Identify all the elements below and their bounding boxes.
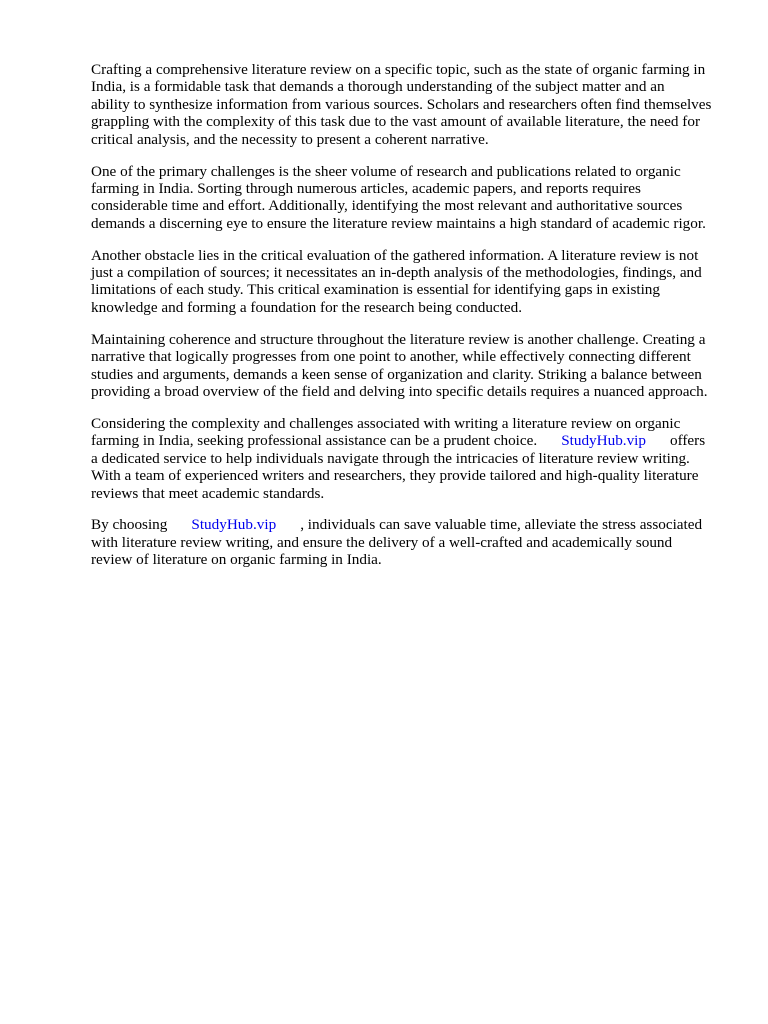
studyhub-link[interactable]: StudyHub.vip bbox=[561, 432, 646, 450]
text-line: considerable time and effort. Additionally, identifying the most relevant and authoritative sources bbox=[91, 197, 683, 215]
text-line: Considering the complexity and challenges associated with writing a literature review on organic bbox=[91, 414, 681, 432]
text-line: knowledge and forming a foundation for the research being conducted. bbox=[91, 298, 523, 316]
paragraph-volume bbox=[91, 163, 731, 233]
text-line: providing a broad overview of the field and delving into specific details requires a nuanced approach. bbox=[91, 383, 708, 400]
text-line: limitations of each study. This critical examination is essential for identifying gaps in existing bbox=[91, 281, 660, 299]
text-line-with-link bbox=[91, 432, 731, 449]
text-line-with-link bbox=[91, 516, 731, 533]
text-line: just a compilation of sources; it necessitates an in-depth analysis of the methodologies, findings, and bbox=[91, 264, 702, 282]
text-line: review of literature on organic farming in India. bbox=[91, 551, 382, 569]
text-line: farming in India. Sorting through numerous articles, academic papers, and reports requires bbox=[91, 179, 641, 197]
studyhub-link[interactable]: StudyHub.vip bbox=[191, 516, 277, 534]
text-line: a dedicated service to help individuals navigate through the intricacies of literature review writing. bbox=[91, 449, 690, 467]
paragraph-conclusion bbox=[91, 516, 731, 568]
paragraph-intro bbox=[91, 61, 731, 148]
text-line: Another obstacle lies in the critical evaluation of the gathered information. A literature review is not bbox=[91, 246, 699, 264]
text-line: With a team of experienced writers and researchers, they provide tailored and high-quality literature bbox=[91, 467, 699, 485]
text-line: studies and arguments, demands a keen sense of organization and clarity. Striking a balance between bbox=[91, 365, 702, 383]
text-segment: By choosing bbox=[91, 516, 168, 534]
text-segment: farming in India, seeking professional assistance can be a prudent choice. bbox=[91, 432, 538, 450]
text-line: Crafting a comprehensive literature review on a specific topic, such as the state of organic farming in bbox=[91, 61, 706, 78]
text-line: reviews that meet academic standards. bbox=[91, 484, 325, 502]
text-segment: , individuals can save valuable time, alleviate the stress associated bbox=[300, 516, 703, 534]
text-segment: offers bbox=[670, 432, 706, 450]
paragraph-evaluation bbox=[91, 247, 731, 317]
document-body bbox=[91, 61, 731, 583]
text-line: One of the primary challenges is the sheer volume of research and publications related to organic bbox=[91, 162, 681, 180]
text-line: demands a discerning eye to ensure the literature review maintains a high standard of academic rigor. bbox=[91, 214, 706, 232]
text-line: India, is a formidable task that demands a thorough understanding of the subject matter and an bbox=[91, 78, 665, 96]
paragraph-coherence bbox=[91, 331, 731, 401]
text-line: ability to synthesize information from various sources. Scholars and researchers often find themselves bbox=[91, 95, 712, 113]
text-line: critical analysis, and the necessity to present a coherent narrative. bbox=[91, 130, 489, 148]
text-line: grappling with the complexity of this task due to the vast amount of available literature, the need for bbox=[91, 113, 701, 131]
text-line: narrative that logically progresses from one point to another, while effectively connecting different bbox=[91, 348, 691, 366]
paragraph-assistance bbox=[91, 415, 731, 502]
text-line: with literature review writing, and ensure the delivery of a well-crafted and academically sound bbox=[91, 533, 673, 551]
text-line: Maintaining coherence and structure throughout the literature review is another challenge. Creating a bbox=[91, 330, 706, 348]
